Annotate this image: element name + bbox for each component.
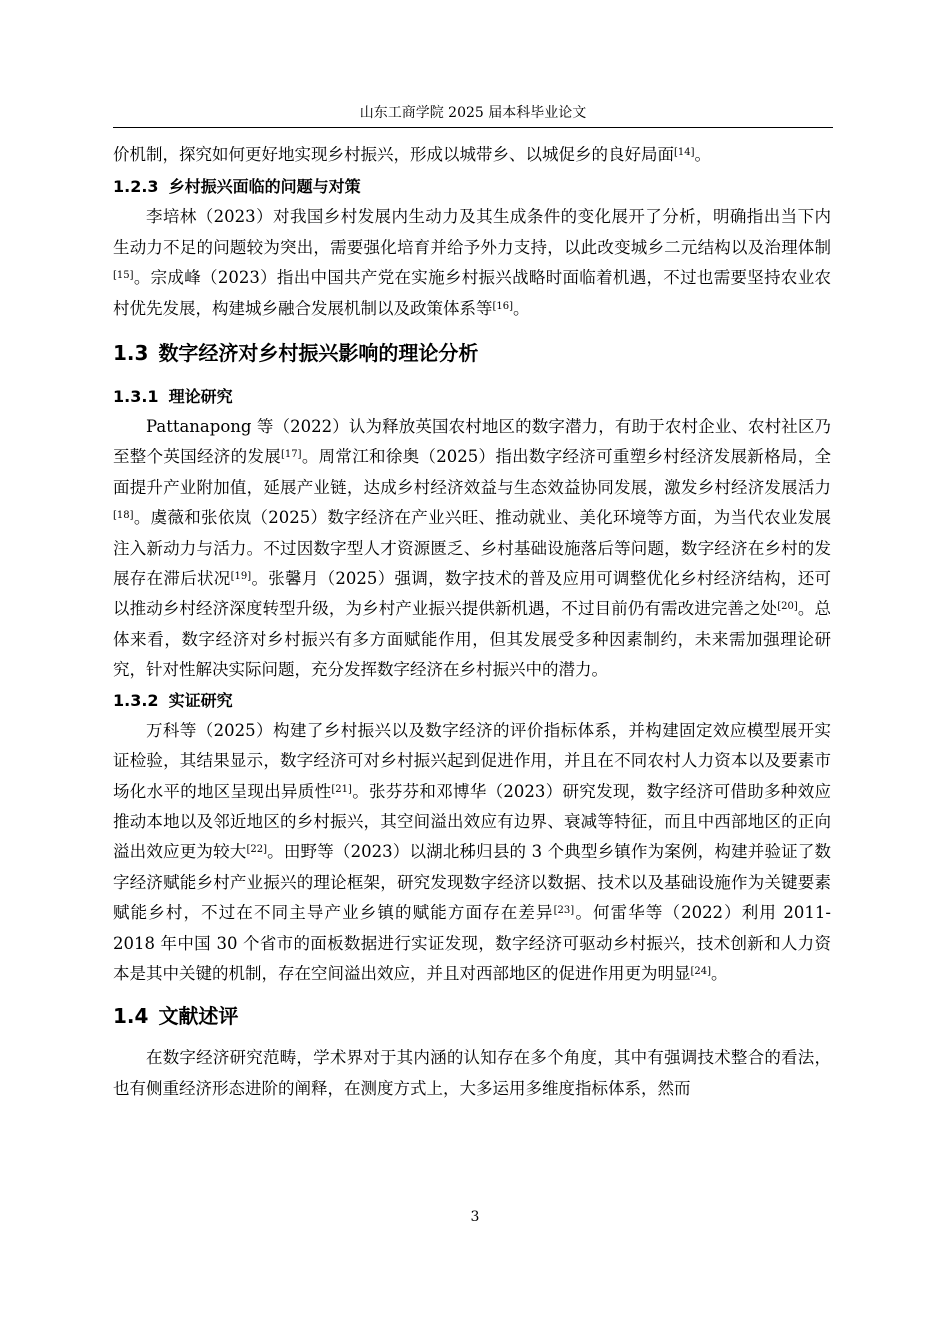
citation[interactable]: [20]: [777, 601, 798, 613]
body-content: [113, 140, 831, 1104]
paragraph-1-3-1: Pattanapong 等（2022）认为释放英国农村地区的数字潜力，有助于农村企业、农村社区乃至整个英国经济的发展[17]。周常江和徐奥（2025）指出数字经济可重塑乡村经济发展新格局，全面提升产业附加值，延展产业链，达成乡村经济效益与生态效益协同发展，激发乡村经济发展活力[18]。虞薇和张依岚（2025）数字经济在产业兴旺、推动就业、美化环境等方面，为当代农业发展注入新动力与活力。不过因数字型人才资源匮乏、乡村基础设施落后等问题，数字经济在乡村的发展存在滞后状况[19]。张馨月（2025）强调，数字技术的普及应用可调整优化乡村经济结构，还可以推动乡村经济深度转型升级，为乡村产业振兴提供新机遇，不过目前仍有需改进完善之处[20]。总体来看，数字经济对乡村振兴有多方面赋能作用，但其发展受多种因素制约，未来需加强理论研究，针对性解决实际问题，充分发挥数字经济在乡村振兴中的潜力。: [113, 417, 832, 680]
citation[interactable]: [22]: [246, 844, 267, 856]
citation[interactable]: [23]: [553, 905, 575, 917]
citation[interactable]: [16]: [492, 300, 514, 312]
heading-1-4: 1.4 文献述评: [113, 1004, 239, 1029]
citation[interactable]: [19]: [230, 571, 252, 583]
citation[interactable]: [21]: [331, 783, 352, 795]
paragraph-1-4: 在数字经济研究范畴，学术界对于其内涵的认知存在多个角度，其中有强调技术整合的看法，也有侧重经济形态进阶的阐释，在测度方式上，大多运用多维度指标体系，然而: [113, 1048, 831, 1098]
paragraph-1-2-3: 李培林（2023）对我国乡村发展内生动力及其生成条件的变化展开了分析，明确指出当下内生动力不足的问题较为突出，需要强化培育并给予外力支持，以此改变城乡二元结构以及治理体制[15]。宗成峰（2023）指出中国共产党在实施乡村振兴战略时面临着机遇，不过也需要坚持农业农村优先发展，构建城乡融合发展机制以及政策体系等[16]。: [113, 207, 831, 318]
page-number: 3: [470, 1209, 480, 1225]
citation[interactable]: [17]: [281, 449, 302, 461]
paragraph-1-3-2: 万科等（2025）构建了乡村振兴以及数字经济的评价指标体系，并构建固定效应模型展开实证检验，其结果显示，数字经济可对乡村振兴起到促进作用，并且在不同农村人力资本以及要素市场化水平的地区呈现出异质性[21]。张芬芬和邓博华（2023）研究发现，数字经济可借助多种效应推动本地以及邻近地区的乡村振兴，其空间溢出效应有边界、衰减等特征，而且中西部地区的正向溢出效应更为较大[22]。田野等（2023）以湖北秭归县的 3 个典型乡镇作为案例，构建并验证了数字经济赋能乡村产业振兴的理论框架，研究发现数字经济以数据、技术以及基础设施作为关键要素赋能乡村，不过在不同主导产业乡镇的赋能方面存在差异[23]。何雷华等（2022）利用 2011-2018 年中国 30 个省市的面板数据进行实证发现，数字经济可驱动乡村振兴，技术创新和人力资本是其中关键的机制，存在空间溢出效应，并且对西部地区的促进作用更为明显[24]。: [113, 720, 832, 983]
header-rule: [113, 127, 833, 128]
heading-1-3-1: 1.3.1 理论研究: [113, 387, 233, 407]
heading-1-3: 1.3 数字经济对乡村振兴影响的理论分析: [113, 341, 479, 366]
citation[interactable]: [24]: [690, 965, 712, 977]
heading-1-3-2: 1.3.2 实证研究: [113, 690, 233, 710]
citation[interactable]: [14]: [674, 147, 695, 158]
running-header: 山东工商学院 2025 届本科毕业论文: [359, 105, 587, 121]
citation[interactable]: [15]: [113, 270, 134, 282]
intro-paragraph: 价机制，探究如何更好地实现乡村振兴，形成以城带乡、以城促乡的良好局面[14]。: [113, 145, 712, 164]
heading-1-2-3: 1.2.3 乡村振兴面临的问题与对策: [113, 177, 361, 197]
citation[interactable]: [18]: [113, 510, 134, 522]
